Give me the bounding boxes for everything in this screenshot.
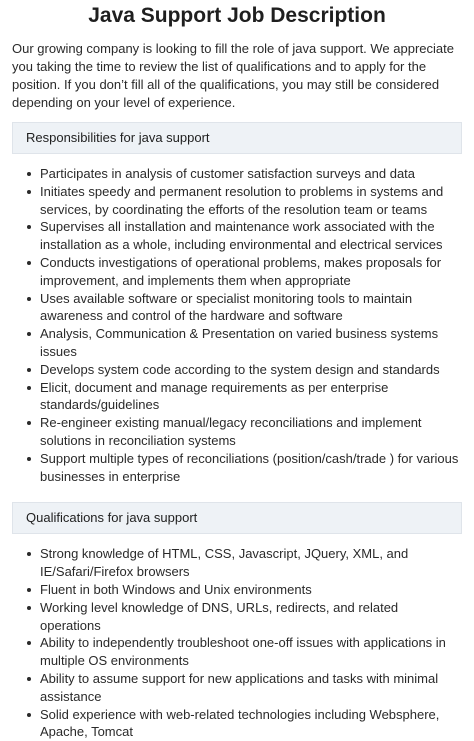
intro-paragraph: Our growing company is looking to fill the role of java support. We appreciate you taking the time to review the list of qualifications and to apply for the position. If you don’t fill all of the qualifications, you may still be considered depending on your level of experience. bbox=[12, 41, 454, 110]
bullet-icon bbox=[27, 368, 31, 372]
bullet-icon bbox=[27, 552, 31, 556]
list-item-text: Participates in analysis of customer satisfaction surveys and data bbox=[40, 166, 416, 181]
qualifications-header bbox=[12, 502, 462, 534]
responsibilities-header bbox=[12, 122, 462, 154]
list-item-text: Initiates speedy and permanent resolution to problems in systems and services, by coordinating the efforts of the resolution team or teams bbox=[40, 183, 444, 217]
list-item-text: Working level knowledge of DNS, URLs, redirects, and related operations bbox=[40, 599, 399, 633]
qualifications-heading: Qualifications for java support bbox=[26, 510, 198, 526]
list-item bbox=[40, 414, 462, 450]
list-item bbox=[40, 183, 462, 219]
qualifications-list bbox=[12, 545, 462, 741]
list-item-text: Develops system code according to the system design and standards bbox=[40, 361, 440, 377]
list-item bbox=[40, 634, 462, 670]
list-item-text: Support multiple types of reconciliations (position/cash/trade ) for various businesses in enterprise bbox=[40, 450, 459, 484]
responsibilities-list bbox=[12, 165, 462, 485]
bullet-icon bbox=[27, 677, 31, 681]
list-item-text: Ability to independently troubleshoot one-off issues with applications in multiple OS environments bbox=[40, 635, 446, 669]
bullet-icon bbox=[27, 225, 31, 229]
bullet-icon bbox=[27, 641, 31, 645]
list-item bbox=[40, 218, 462, 254]
list-item-text: Conducts investigations of operational problems, makes proposals for improvement, and implements them when appropriate bbox=[40, 254, 442, 288]
bullet-icon bbox=[27, 332, 31, 336]
responsibilities-heading: Responsibilities for java support bbox=[26, 130, 210, 145]
list-item-text: Re-engineer existing manual/legacy reconciliations and implement solutions in reconciliation systems bbox=[40, 415, 422, 448]
list-item bbox=[40, 254, 462, 290]
list-item bbox=[40, 581, 462, 599]
bullet-icon bbox=[27, 606, 31, 610]
list-item bbox=[40, 599, 462, 635]
bullet-icon bbox=[27, 421, 31, 425]
list-item-text: Elicit, document and manage requirements as per enterprise standards/guidelines bbox=[40, 379, 389, 413]
list-item-text: Uses available software or specialist monitoring tools to maintain awareness and control of the hardware and software bbox=[40, 290, 413, 324]
list-item-text: Ability to assume support for new applications and tasks with minimal assistance bbox=[40, 670, 439, 704]
list-item-text: Strong knowledge of HTML, CSS, Javascript, JQuery, XML, and IE/Safari/Firefox browsers bbox=[40, 546, 409, 580]
list-item bbox=[40, 450, 462, 486]
page-title: Java Support Job Description bbox=[88, 4, 386, 27]
bullet-icon bbox=[27, 297, 31, 301]
bullet-icon bbox=[27, 261, 31, 265]
list-item-text: Supervises all installation and maintenance work associated with the installation as a whole, including environmental and electrical services bbox=[40, 219, 443, 253]
bullet-icon bbox=[27, 172, 31, 176]
list-item bbox=[40, 361, 462, 379]
list-item bbox=[40, 290, 462, 326]
bullet-icon bbox=[27, 386, 31, 390]
bullet-icon bbox=[27, 713, 31, 717]
list-item-text: Solid experience with web-related technologies including Websphere, Apache, Tomcat bbox=[40, 706, 440, 740]
list-item-text: Fluent in both Windows and Unix environments bbox=[40, 581, 312, 597]
list-item bbox=[40, 706, 462, 741]
bullet-icon bbox=[27, 190, 31, 194]
list-item bbox=[40, 670, 462, 706]
list-item bbox=[40, 379, 462, 415]
list-item-text: Analysis, Communication & Presentation on varied business systems issues bbox=[40, 326, 439, 359]
list-item bbox=[40, 545, 462, 581]
bullet-icon bbox=[27, 457, 31, 461]
bullet-icon bbox=[27, 588, 31, 592]
list-item bbox=[40, 165, 462, 183]
list-item bbox=[40, 325, 462, 361]
